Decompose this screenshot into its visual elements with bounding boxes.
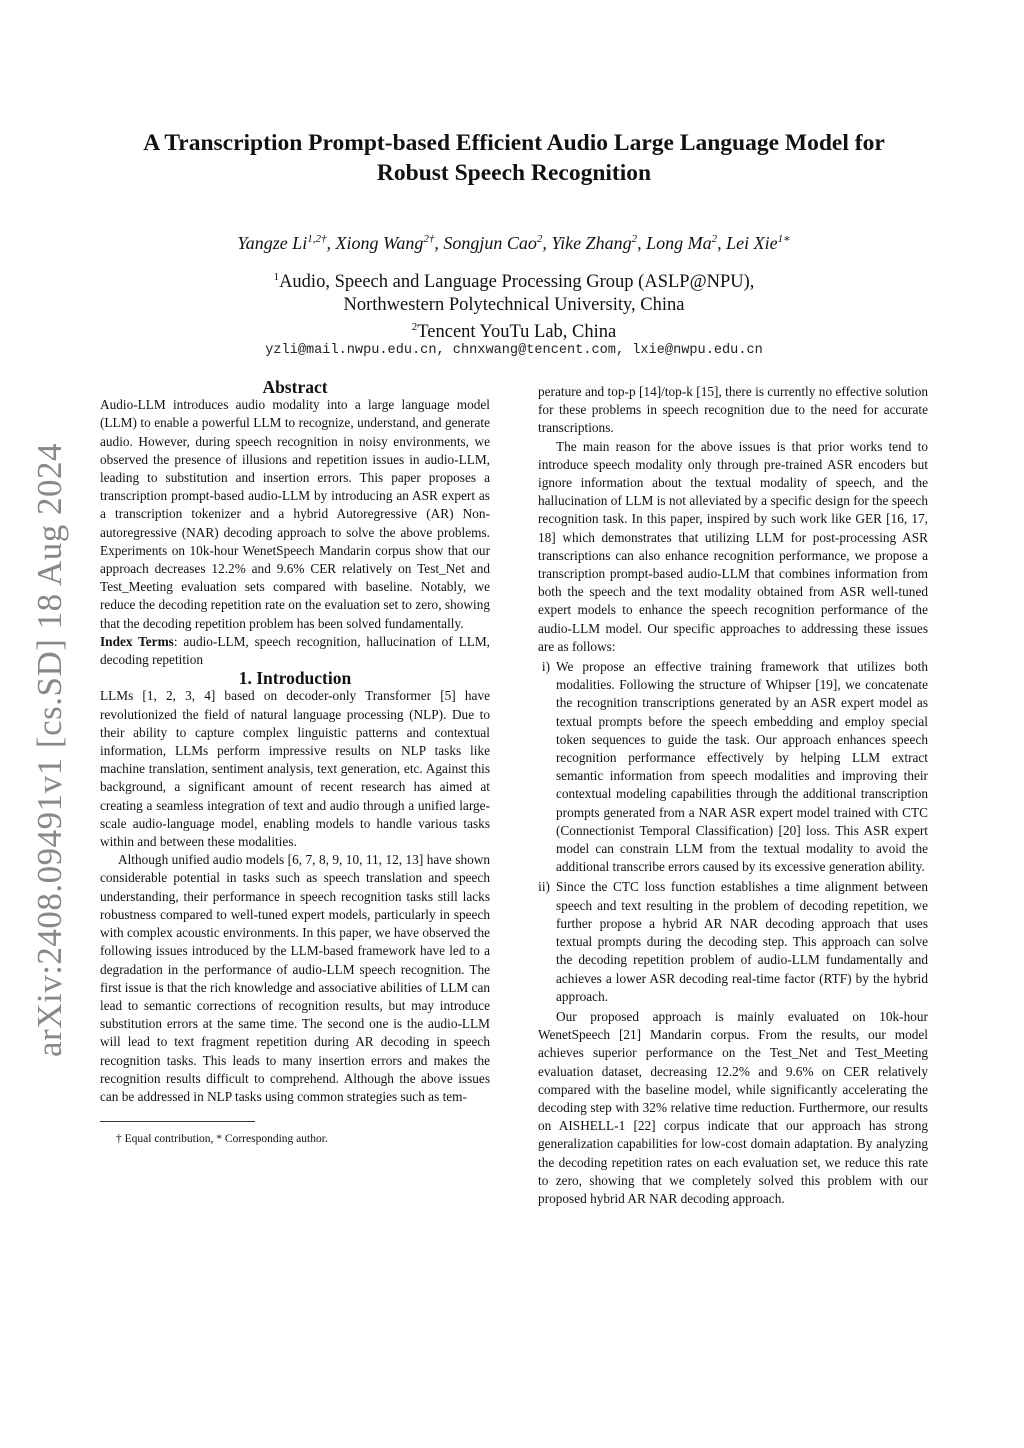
introduction-heading: 1. Introduction: [238, 668, 352, 689]
affiliation-1-line-2: Northwestern Polytechnical University, China: [343, 294, 685, 315]
footnote-divider: [100, 1121, 255, 1122]
footnote: † Equal contribution, * Corresponding author.: [116, 1133, 328, 1146]
arxiv-identifier: arXiv:2408.09491v1 [cs.SD] 18 Aug 2024: [30, 443, 69, 1057]
author-emails: yzli@mail.nwpu.edu.cn, chnxwang@tencent.com, lxie@nwpu.edu.cn: [265, 343, 763, 358]
list-item: [538, 878, 928, 1005]
affiliation-1: $^1$Audio, Speech and Language Processing Group (ASLP@NPU),: [273, 271, 755, 293]
right-paragraph-0: perature and top-p [14]/top-k [15], there is currently no effective solution for these problems in speech recognition due to the need for accurate transcriptions.: [538, 384, 928, 436]
abstract-heading: Abstract: [262, 377, 328, 397]
right-paragraph-1: The main reason for the above issues is that prior works tend to introduce speech modality only through pre-trained ASR encoders but ignore information about the textual modality of speech, and the hallucination of LLM is not alleviated by a specific design for the speech recognition task. In this paper, inspired by such work like GER [16, 17, 18] which demonstrates that utilizing LLM for post-processing ASR transcriptions can also enhance recognition performance, we propose a transcription prompt-based audio-LLM that combines information from both the speech and the text modality obtained from ASR well-tuned expert models to enhance the speech recognition performance of the audio-LLM model. Our specific approaches to addressing these issues are as follows:: [538, 438, 928, 654]
arxiv-sidebar: [26, 445, 74, 1055]
author: Xiong Wang$^{2\dagger}$,: [335, 233, 444, 253]
author: Songjun Cao$^2$,: [443, 233, 552, 253]
title-line-1: A Transcription Prompt-based Efficient Audio Large Language Model for: [143, 130, 885, 156]
intro-paragraph-2: Although unified audio models [6, 7, 8, 9, 10, 11, 12, 13] have shown considerable potential in tasks such as speech translation and speech understanding, their performance in speech recognition tasks still lacks robustness compared to well-tuned expert models, particularly in speech with complex acoustic environments. In this paper, we have observed the following issues introduced by the LLM-based framework have led to a degradation in the performance of audio-LLM speech recognition. The first issue is that the rich knowledge and associative abilities of LLM can lead to semantic corrections of recognition results, but may introduce substitution errors at the same time. The second one is the audio-LLM will lead to text fragment repetition during AR decoding in speech recognition tasks. This leads to many insertion errors and makes the recognition results difficult to comprehend. Although the above issues can be addressed in NLP tasks using common strategies such as tem-: [100, 852, 490, 1104]
affiliations: [100, 266, 928, 344]
right-column: [538, 383, 928, 1208]
affiliation-2: $^2$Tencent YouTu Lab, China: [411, 321, 617, 343]
author: Yangze $Li^{1,2\dagger}$,: [237, 233, 336, 253]
author: Long Ma$^2$,: [646, 233, 727, 253]
list-text: We propose an effective training framework that utilizes both modalities. Following the structure of Whipser [19], we concatenate the recognition transcriptions generated by an ASR expert model as textual prompts before the speech embedding and employ special token sequences to guide the task. Our approach enhances speech recognition performance effectively by helping LLM extract semantic information from speech modalities and improving their contextual modeling capabilities through the additional transcription prompts generated from a NAR ASR expert model trained with CTC (Connectionist Temporal Classification) [20] loss. This ASR expert model can constrain LLM from the textual modality to avoid the additional transcribe errors caused by its excessive generation ability.: [556, 659, 928, 875]
author: Lei Xie$^{1∗}$: [726, 233, 791, 253]
abstract-body: Audio-LLM introduces audio modality into a large language model (LLM) to enable a powerful LLM to recognize, understand, and generate audio. However, during speech recognition in noisy environments, we observed the presence of illusions and repetition issues in audio-LLM, leading to substitution and insertion errors. This paper proposes a transcription prompt-based audio-LLM by introducing an ASR expert as a transcription tokenizer and a hybrid Autoregressive (AR) Non-autoregressive (NAR) decoding approach to solve the above problems. Experiments on 10k-hour WenetSpeech Mandarin corpus show that our approach decreases 12.2% and 9.6% CER relatively on Test_Net and Test_Meeting evaluation sets compared with baseline. Notably, we reduce the decoding repetition rate on the evaluation set to zero, showing that the decoding repetition problem has been solved fundamentally.: [100, 397, 490, 631]
intro-paragraph-1: LLMs [1, 2, 3, 4] based on decoder-only Transformer [5] have revolutionized the field of natural language processing (NLP). Due to their ability to capture complex linguistic patterns and contextual information, LLMs perform impressive results on NLP tasks like machine translation, sentiment analysis, text generation, etc. Against this background, a significant amount of recent research has aimed at creating a seamless integration of text and audio through a unified large-scale audio-language model, enabling models to handle various tasks within and between these modalities.: [100, 688, 490, 850]
list-label: i): [541, 659, 550, 675]
list-label: ii): [538, 879, 550, 895]
list-text: Since the CTC loss function establishes a time alignment between speech and text resulting in the problem of decoding repetition, we further propose a hybrid AR NAR decoding approach that uses textual prompts during the decoding step. This approach can solve the decoding repetition problem of audio-LLM fundamentally and achieves a lower ASR decoding real-time factor (RTF) by the hybrid approach.: [556, 879, 928, 1004]
author-list: [100, 232, 928, 254]
right-paragraph-2: Our proposed approach is mainly evaluated on 10k-hour WenetSpeech [21] Mandarin corpus. From the results, our model achieves superior performance on the Test_Net and Test_Meeting evaluation dataset, decreasing 12.2% and 9.6% on CER relatively compared with the baseline model, while significantly accelerating the decoding step with 32% relative time reduction. Furthermore, our results on AISHELL-1 [22] corpus indicate that our approach has strong generalization capabilities for low-cost domain adaptation. By analyzing the decoding repetition rates on each evaluation set, we reduce this rate to zero, showing that we completely solved this problem with our proposed hybrid AR NAR decoding approach.: [538, 1008, 928, 1206]
author: Yike Zhang$^2$,: [551, 233, 647, 253]
paper-title: [100, 128, 928, 188]
index-terms: Index Terms: audio-LLM, speech recognition, hallucination of LLM, decoding repetition: [100, 633, 490, 668]
left-column: [100, 378, 490, 1148]
title-line-2: Robust Speech Recognition: [376, 160, 652, 186]
list-item: [538, 658, 928, 876]
